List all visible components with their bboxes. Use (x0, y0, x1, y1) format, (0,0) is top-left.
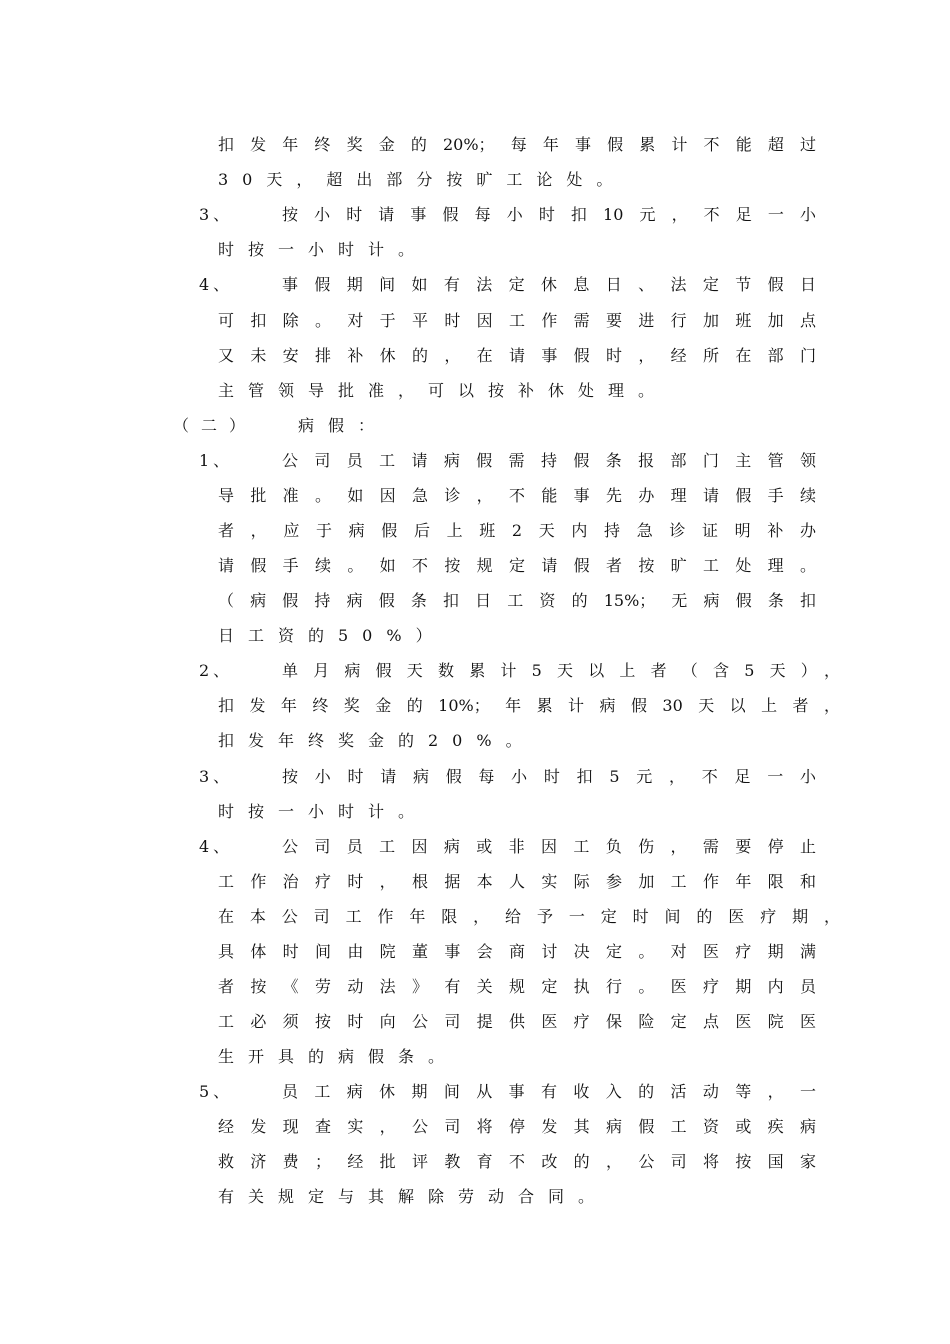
paragraph-line: 工作治疗时，根据本人实际参加工作年限和 (218, 872, 816, 891)
paragraph-line: 工必须按时向公司提供医疗保险定点医院医 (218, 1012, 816, 1031)
list-number: 5、 (199, 1082, 234, 1101)
list-number: 3、 (199, 205, 234, 224)
list-number: 1、 (199, 451, 234, 470)
paragraph-line: 事假期间如有法定休息日、法定节假日 (282, 275, 816, 294)
paragraph-line: 经发现查实，公司将停发其病假工资或疾病 (218, 1117, 816, 1136)
paragraph-line: 按小时请病假每小时扣5元，不足一小 (282, 767, 816, 786)
paragraph-line: 主管领导批准，可以按补休处理。 (218, 381, 669, 400)
paragraph-line: 可扣除。对于平时因工作需要进行加班加点 (218, 311, 816, 330)
paragraph-line: 在本公司工作年限，给予一定时间的医疗期， (218, 907, 840, 926)
list-number: 2、 (199, 661, 234, 680)
section-title: 病假： (298, 416, 389, 435)
paragraph-line: 单月病假天数累计5天以上者（含5天）， (282, 661, 840, 680)
paragraph-line: 者按《劳动法》有关规定执行。医疗期内员 (218, 977, 816, 996)
paragraph-line: （病假持病假条扣日工资的15%；无病假条扣 (218, 591, 816, 610)
list-number: 4、 (199, 275, 234, 294)
paragraph-line: 时按一小时计。 (218, 240, 429, 259)
paragraph-line: 又未安排补休的，在请事假时，经所在部门 (218, 346, 816, 365)
paragraph-line: 扣发年终奖金的20%。 (218, 731, 536, 750)
section-number: （二） (173, 416, 258, 435)
list-number: 3、 (199, 767, 234, 786)
paragraph-line: 生开具的病假条。 (218, 1047, 459, 1066)
paragraph-line: 导批准。如因急诊，不能事先办理请假手续 (218, 486, 816, 505)
paragraph-line: 具体时间由院董事会商讨决定。对医疗期满 (218, 942, 816, 961)
paragraph-line: 公司员工因病或非因工负伤，需要停止 (282, 837, 816, 856)
paragraph-line: 者，应于病假后上班2天内持急诊证明补办 (218, 521, 816, 540)
paragraph-line: 公司员工请病假需持假条报部门主管领 (282, 451, 816, 470)
paragraph-line: 时按一小时计。 (218, 802, 429, 821)
paragraph-line: 按小时请事假每小时扣10元，不足一小 (282, 205, 816, 224)
paragraph-line: 扣发年终奖金的20%；每年事假累计不能超过 (218, 135, 816, 154)
paragraph-line: 有关规定与其解除劳动合同。 (218, 1187, 609, 1206)
paragraph-line: 员工病休期间从事有收入的活动等，一 (282, 1082, 816, 1101)
paragraph-line: 请假手续。如不按规定请假者按旷工处理。 (218, 556, 816, 575)
list-number: 4、 (199, 837, 234, 856)
paragraph-line: 30天，超出部分按旷工论处。 (218, 170, 627, 189)
paragraph-line: 救济费；经批评教育不改的，公司将按国家 (218, 1152, 816, 1171)
paragraph-line: 日工资的50%） (218, 626, 446, 645)
paragraph-line: 扣发年终奖金的10%；年累计病假30天以上者， (218, 696, 840, 715)
